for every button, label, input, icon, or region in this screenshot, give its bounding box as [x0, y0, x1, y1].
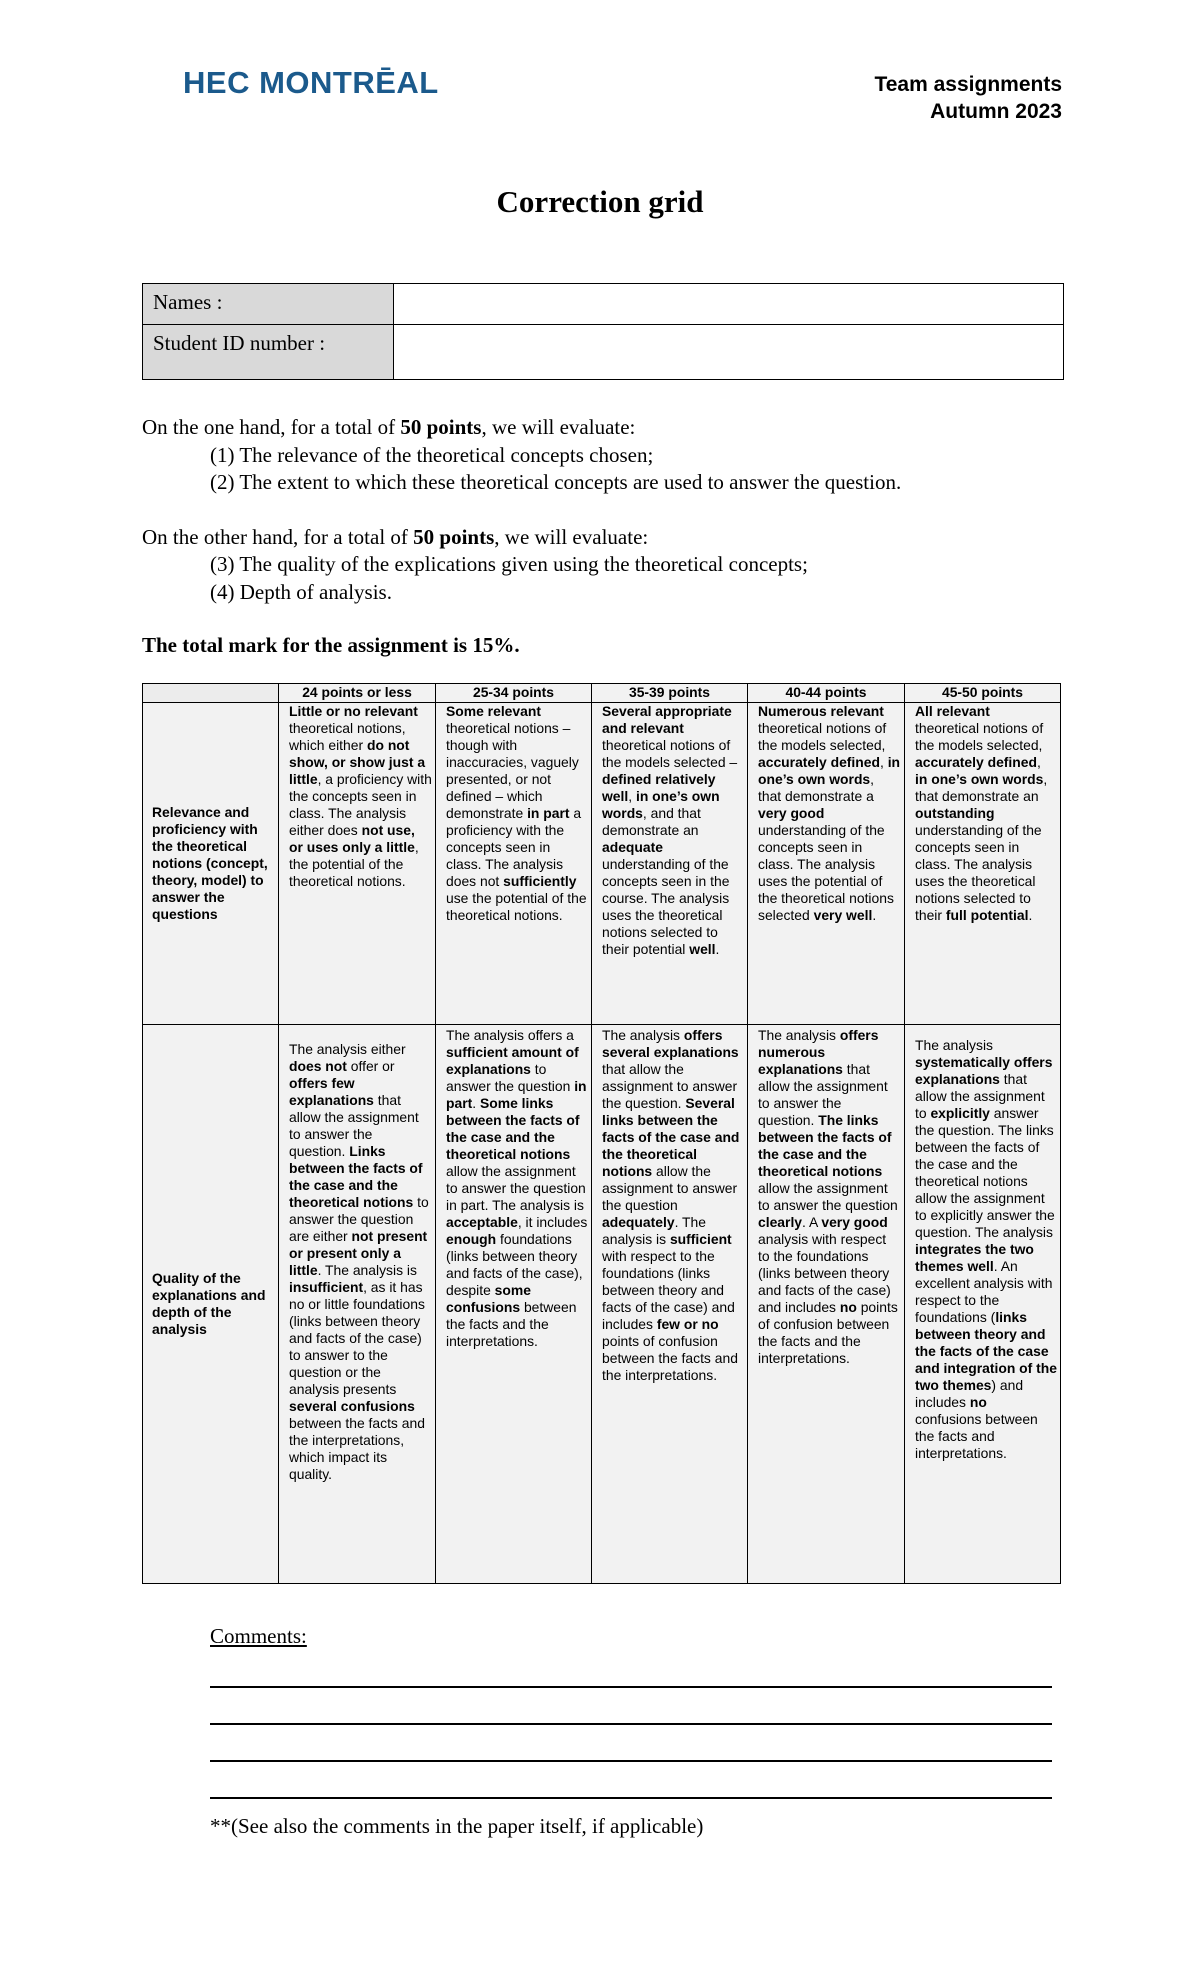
comments-label: Comments:: [210, 1624, 307, 1648]
footnote: **(See also the comments in the paper itself, if applicable): [210, 1814, 704, 1838]
emphasized-text: sufficiently: [503, 873, 577, 889]
cell-text: understanding of the concepts seen in class. The analysis uses the potential of the theoretical notions selected: [758, 822, 894, 923]
emphasized-text: no: [839, 1299, 857, 1315]
cell-text: The analysis: [758, 1027, 840, 1043]
cell-text: ,: [879, 754, 888, 770]
emphasized-text: Some relevant: [446, 703, 541, 719]
cell-text: answer the question. The links between the facts of the case and the theoretical notions allow the assignment to explicitly answer the question. The analysis: [915, 1105, 1055, 1240]
cell-text: that allow the assignment to answer the question.: [758, 1061, 888, 1128]
hec-montreal-logo: [183, 62, 453, 100]
grid-header-cell: 24 points or less: [279, 684, 436, 703]
cell-text: The analysis: [915, 1037, 993, 1053]
emphasized-text: few or no: [656, 1316, 719, 1332]
cell-text: points of confusion between the facts and the interpretations.: [758, 1299, 898, 1366]
emphasized-text: very well: [813, 907, 873, 923]
emphasized-text: in one’s own words: [602, 788, 720, 821]
comment-line[interactable]: [210, 1686, 1052, 1688]
emphasized-text: well: [689, 941, 716, 957]
evaluation-intro: [142, 414, 1082, 660]
cell-text: theoretical notions of the models selected,: [915, 720, 1044, 753]
emphasized-text: Links between the facts of the case and the theoretical notions: [289, 1143, 423, 1210]
emphasized-text: Several appropriate and relevant: [602, 703, 732, 736]
cell-text: points of confusion between the facts and the interpretations.: [602, 1333, 738, 1383]
grid-cell: [592, 703, 748, 1025]
emphasized-text: insufficient: [289, 1279, 364, 1295]
cell-text: , and that demonstrate an: [602, 805, 701, 838]
cell-text: allow the assignment to answer the question in part. The analysis is: [446, 1163, 586, 1213]
student-info-table: [142, 283, 1064, 380]
cell-text: between the facts and the interpretations, which impact its quality.: [289, 1415, 425, 1482]
emphasized-text: very good: [758, 805, 825, 821]
student-id-field[interactable]: [394, 325, 1064, 380]
grid-cell: [748, 703, 905, 1025]
names-field[interactable]: [394, 284, 1064, 325]
grid-cell: [279, 703, 436, 1025]
cell-text: , it includes: [517, 1214, 588, 1230]
emphasized-text: accurately defined: [758, 754, 880, 770]
correction-grid-table: [142, 683, 1061, 1584]
grid-row-relevance: [143, 703, 1061, 1025]
cell-text: allow the assignment to answer the question: [602, 1163, 738, 1213]
emphasized-text: offers numerous explanations: [758, 1027, 879, 1077]
grid-cell: [436, 703, 592, 1025]
grid-cell: [279, 1025, 436, 1584]
cell-text: that allow the assignment to answer the question.: [289, 1092, 419, 1159]
grid-header-cell: 25-34 points: [436, 684, 592, 703]
cell-text: .: [472, 1095, 480, 1111]
cell-text: .: [1028, 907, 1033, 923]
grid-cell: [905, 703, 1061, 1025]
grid-cell: [436, 1025, 592, 1584]
criterion-label: Quality of the explanations and depth of the analysis: [143, 1025, 279, 1584]
document-header: [874, 71, 1062, 125]
grid-header-row: [143, 684, 1061, 703]
emphasized-text: several confusions: [289, 1398, 415, 1414]
emphasized-text: do not show, or show just a little: [289, 737, 426, 787]
cell-text: theoretical notions of the models selected –: [602, 737, 738, 770]
cell-text: use the potential of the theoretical notions.: [446, 890, 587, 923]
page-title: Correction grid: [496, 184, 704, 219]
cell-text: allow the assignment to answer the question: [758, 1180, 898, 1213]
cell-text: ,: [628, 788, 636, 804]
cell-text: ) and includes: [915, 1377, 1024, 1410]
cell-text: to answer the question are either: [289, 1194, 429, 1244]
cell-text: understanding of the concepts seen in class. The analysis uses the theoretical notions selected to their: [915, 822, 1042, 923]
grid-cell: [905, 1025, 1061, 1584]
cell-text: that allow the assignment to: [915, 1071, 1045, 1121]
criterion-item-2: (2) The extent to which these theoretical concepts are used to answer the question.: [210, 470, 902, 494]
cell-text: theoretical notions of the models selected,: [758, 720, 887, 753]
grid-header-cell: 35-39 points: [592, 684, 748, 703]
cell-text: , that demonstrate a: [758, 771, 875, 804]
emphasized-text: offers several explanations: [602, 1027, 739, 1060]
emphasized-text: clearly: [758, 1214, 803, 1230]
emphasized-text: Little or no relevant: [289, 703, 418, 719]
emphasized-text: no: [969, 1394, 987, 1410]
student-id-label: Student ID number :: [143, 325, 394, 380]
cell-text: , the potential of the theoretical notions.: [289, 839, 419, 889]
cell-text: The analysis offers a: [446, 1027, 574, 1043]
grid-cell: [748, 1025, 905, 1584]
emphasized-text: integrates the two themes well: [915, 1241, 1034, 1274]
emphasized-text: Some links between the facts of the case and the theoretical notions: [446, 1095, 580, 1162]
emphasized-text: links between theory and the facts of the case and integration of the two themes: [915, 1309, 1057, 1393]
emphasized-text: not present or present only a little: [289, 1228, 428, 1278]
cell-text: confusions between the facts and interpretations.: [915, 1411, 1038, 1461]
cell-text: foundations (links between theory and facts of the case), despite: [446, 1231, 583, 1298]
cell-text: to answer the question: [446, 1061, 575, 1094]
cell-text: .: [715, 941, 720, 957]
intro-paragraph-2: On the other hand, for a total of 50 points, we will evaluate:: [142, 524, 649, 549]
names-label: Names :: [143, 284, 394, 325]
cell-text: offer or: [346, 1058, 395, 1074]
emphasized-text: in part: [527, 805, 570, 821]
emphasized-text: adequately: [602, 1214, 675, 1230]
cell-text: ,: [1036, 754, 1041, 770]
grid-row-quality: [143, 1025, 1061, 1584]
grid-cell: [592, 1025, 748, 1584]
emphasized-text: in part: [446, 1078, 587, 1111]
cell-text: . The analysis is: [602, 1214, 706, 1247]
cell-text: . A: [802, 1214, 822, 1230]
emphasized-text: enough: [446, 1231, 497, 1247]
emphasized-text: in one’s own words: [915, 771, 1044, 787]
emphasized-text: acceptable: [446, 1214, 518, 1230]
cell-text: , a proficiency with the concepts seen in class. The analysis either does: [289, 771, 432, 838]
criterion-item-1: (1) The relevance of the theoretical concepts chosen;: [210, 442, 654, 467]
emphasized-text: some confusions: [446, 1282, 531, 1315]
emphasized-text: Several links between the facts of the case and the theoretical notions: [602, 1095, 740, 1179]
cell-text: with respect to the foundations (links between theory and facts of the case) and includes: [602, 1248, 735, 1332]
cell-text: between the facts and the interpretations.: [446, 1299, 577, 1349]
emphasized-text: defined relatively well: [602, 771, 716, 804]
emphasized-text: adequate: [602, 839, 663, 855]
total-mark-statement: The total mark for the assignment is 15%.: [142, 633, 520, 657]
emphasized-text: All relevant: [915, 703, 990, 719]
emphasized-text: very good: [821, 1214, 888, 1230]
cell-text: that allow the assignment to answer the question.: [602, 1061, 738, 1111]
cell-text: .: [872, 907, 877, 923]
emphasized-text: outstanding: [915, 805, 995, 821]
grid-header-cell: 40-44 points: [748, 684, 905, 703]
emphasized-text: explicitly: [930, 1105, 990, 1121]
grid-header-blank: [143, 684, 279, 703]
header-team-assignments: Team assignments: [874, 73, 1062, 96]
comment-line[interactable]: [210, 1760, 1052, 1762]
emphasized-text: sufficient amount of explanations: [446, 1044, 579, 1077]
emphasized-text: accurately defined: [915, 754, 1037, 770]
cell-text: understanding of the concepts seen in the course. The analysis uses the theoretical notions selected to their potential: [602, 856, 730, 957]
cell-text: , as it has no or little foundations (links between theory and facts of the case) to answer to the question or the analysis presents: [289, 1279, 425, 1397]
criterion-item-4: (4) Depth of analysis.: [210, 579, 392, 604]
header-term: Autumn 2023: [930, 100, 1062, 123]
cell-text: , that demonstrate an: [915, 771, 1048, 804]
cell-text: a proficiency with the concepts seen in class. The analysis does not: [446, 805, 582, 889]
emphasized-text: The links between the facts of the case and the theoretical notions: [758, 1112, 892, 1179]
cell-text: The analysis: [602, 1027, 684, 1043]
emphasized-text: sufficient: [669, 1231, 732, 1247]
emphasized-text: full potential: [945, 907, 1029, 923]
cell-text: . The analysis is: [317, 1262, 417, 1278]
comment-line[interactable]: [210, 1723, 1052, 1725]
cell-text: analysis with respect to the foundations (links between theory and facts of the case) and includes: [758, 1231, 891, 1315]
emphasized-text: not use, or uses only a little: [289, 822, 415, 855]
logo-text: HEC MONTRĒAL: [183, 65, 439, 100]
cell-text: The analysis either: [289, 1041, 406, 1057]
cell-text: theoretical notions – though with inaccuracies, vaguely presented, or not defined – which demonstrate: [446, 720, 579, 821]
criterion-item-3: (3) The quality of the explications given using the theoretical concepts;: [210, 552, 808, 576]
comment-line[interactable]: [210, 1797, 1052, 1799]
grid-header-cell: 45-50 points: [905, 684, 1061, 703]
criterion-label: Relevance and proficiency with the theoretical notions (concept, theory, model) to answer the questions: [143, 703, 279, 1025]
emphasized-text: does not: [289, 1058, 347, 1074]
cell-text: theoretical notions, which either: [289, 720, 406, 753]
cell-text: . An excellent analysis with respect to the foundations (: [915, 1258, 1053, 1325]
emphasized-text: Numerous relevant: [758, 703, 884, 719]
emphasized-text: in one’s own words: [758, 754, 901, 787]
emphasized-text: offers few explanations: [289, 1075, 374, 1108]
intro-paragraph-1: On the one hand, for a total of 50 points, we will evaluate:: [142, 415, 636, 439]
emphasized-text: systematically offers explanations: [915, 1054, 1053, 1087]
